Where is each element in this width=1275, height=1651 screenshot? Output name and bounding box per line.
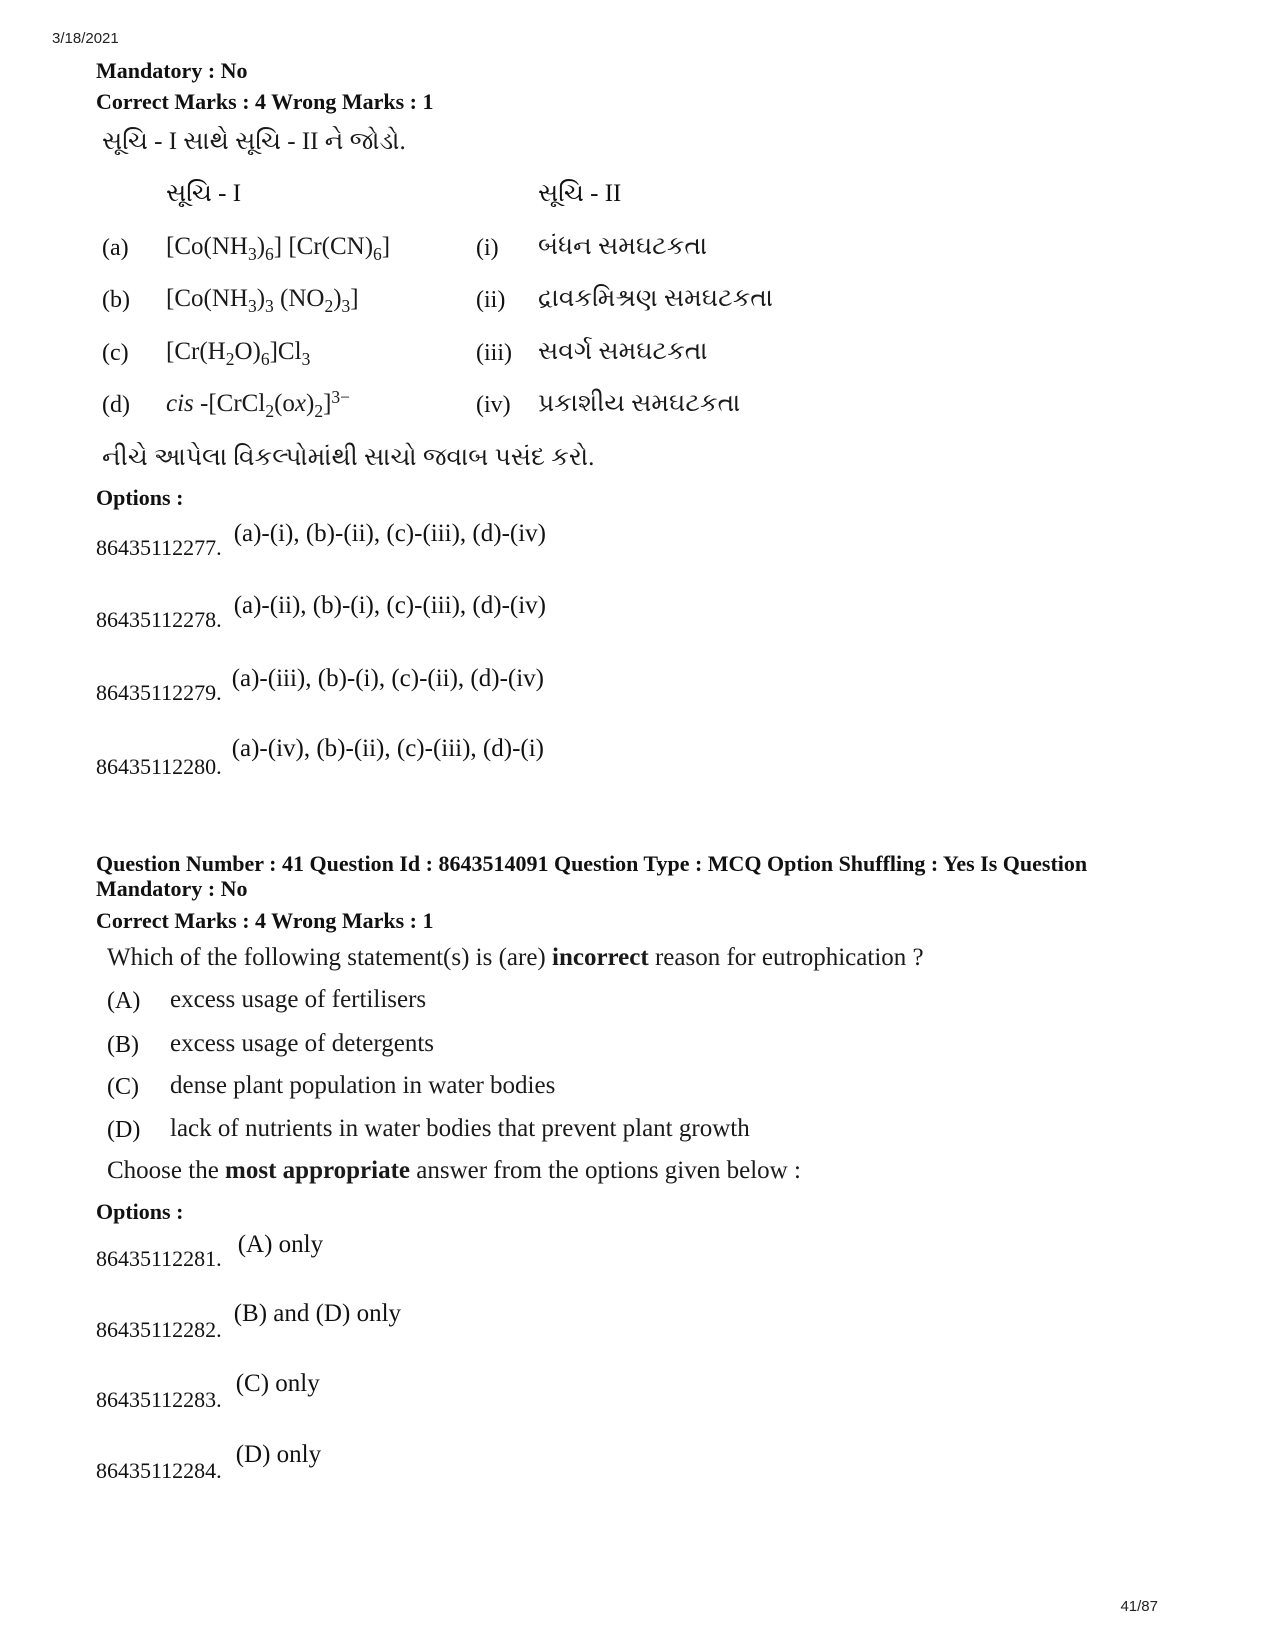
row-d-match: પ્રકાશીય સમઘટકતા: [538, 390, 741, 417]
row-d-label: (d): [102, 392, 130, 418]
formula-d: cis $-[CrCl_2(ox)_2]^{3-}$: [166, 387, 351, 422]
q40-marks: Correct Marks : 4 Wrong Marks : 1: [96, 89, 434, 114]
q41-mandatory: Mandatory : No: [96, 876, 248, 901]
q40-mandatory: Mandatory : No: [96, 58, 248, 83]
option-id: 86435112280.: [96, 754, 222, 779]
formula-b: [$Co(NH_3)_3$ $(NO_2)_3$]: [166, 285, 359, 317]
option-text: (A) only: [237, 1231, 324, 1258]
option-row[interactable]: [96, 1300, 402, 1342]
q40-options-label: Options :: [96, 485, 184, 510]
page-number: 41/87: [1120, 1598, 1158, 1615]
statement-label: (A): [107, 988, 141, 1014]
q41-options-label: Options :: [96, 1199, 184, 1224]
option-id: 86435112279.: [96, 680, 222, 705]
option-id: 86435112278.: [96, 607, 222, 632]
option-text: (a)-(iv), (b)-(ii), (c)-(iii), (d)-(i): [231, 735, 545, 762]
row-a-match: બંધન સમઘટકતા: [538, 233, 708, 260]
row-b-label: (b): [102, 287, 130, 313]
statement-text: excess usage of detergents: [170, 1030, 435, 1057]
print-date: 3/18/2021: [52, 30, 119, 47]
list1-heading: સૂચિ - I: [166, 180, 242, 207]
formula-a: $[Co(NH_3)_6]$ $[Cr(CN)_6]$: [166, 233, 391, 265]
statement-label: (B): [107, 1032, 139, 1058]
option-id: 86435112284.: [96, 1458, 222, 1483]
q41-marks: Correct Marks : 4 Wrong Marks : 1: [96, 908, 434, 933]
option-row[interactable]: [96, 735, 545, 779]
row-c-label: (c): [102, 340, 129, 366]
option-text: (B) and (D) only: [233, 1300, 402, 1327]
option-row[interactable]: [96, 520, 547, 560]
row-a-label: (a): [102, 235, 129, 261]
row-c-roman: (iii): [476, 340, 512, 366]
option-text: (a)-(iii), (b)-(i), (c)-(ii), (d)-(iv): [231, 665, 545, 692]
q40-instruction: સૂચિ - I સાથે સૂચિ - II ને જોડો.: [102, 128, 406, 155]
statement-text: excess usage of fertilisers: [170, 986, 427, 1013]
statement-text: lack of nutrients in water bodies that prevent plant growth: [170, 1115, 750, 1142]
row-b-match: દ્રાવકમિશ્રણ સમઘટકતા: [538, 285, 773, 312]
q41-stem: Which of the following statement(s) is (are) incorrect reason for eutrophication ?: [107, 944, 924, 971]
statement-label: (C): [107, 1074, 139, 1100]
option-text: (a)-(i), (b)-(ii), (c)-(iii), (d)-(iv): [233, 520, 547, 547]
list2-heading: સૂચિ - II: [538, 180, 622, 207]
option-row[interactable]: [96, 1441, 322, 1483]
option-row[interactable]: [96, 592, 547, 632]
row-c-match: સવર્ગ સમઘટકતા: [538, 338, 708, 365]
q41-header: Question Number : 41 Question Id : 8643514091 Question Type : MCQ Option Shuffling : Yes Is Question: [96, 851, 1088, 876]
option-text: (C) only: [235, 1370, 320, 1397]
option-row[interactable]: [96, 1370, 320, 1412]
row-d-roman: (iv): [476, 392, 511, 418]
option-row[interactable]: [96, 1231, 324, 1271]
option-id: 86435112281.: [96, 1246, 222, 1271]
row-a-roman: (i): [476, 235, 499, 261]
option-text: (a)-(ii), (b)-(i), (c)-(iii), (d)-(iv): [233, 592, 547, 619]
statement-text: dense plant population in water bodies: [170, 1072, 556, 1099]
option-text: (D) only: [235, 1441, 322, 1468]
formula-c: $[Cr(H_2O)_6]Cl_3$: [166, 338, 311, 370]
option-id: 86435112277.: [96, 535, 222, 560]
q41-choose: Choose the most appropriate answer from the options given below :: [107, 1157, 801, 1184]
option-row[interactable]: [96, 665, 545, 705]
option-id: 86435112282.: [96, 1317, 222, 1342]
option-id: 86435112283.: [96, 1387, 222, 1412]
q40-choose: નીચે આપેલા વિકલ્પોમાંથી સાચો જવાબ પસંદ કરો.: [102, 444, 595, 471]
statement-label: (D): [107, 1117, 141, 1143]
row-b-roman: (ii): [476, 287, 506, 313]
